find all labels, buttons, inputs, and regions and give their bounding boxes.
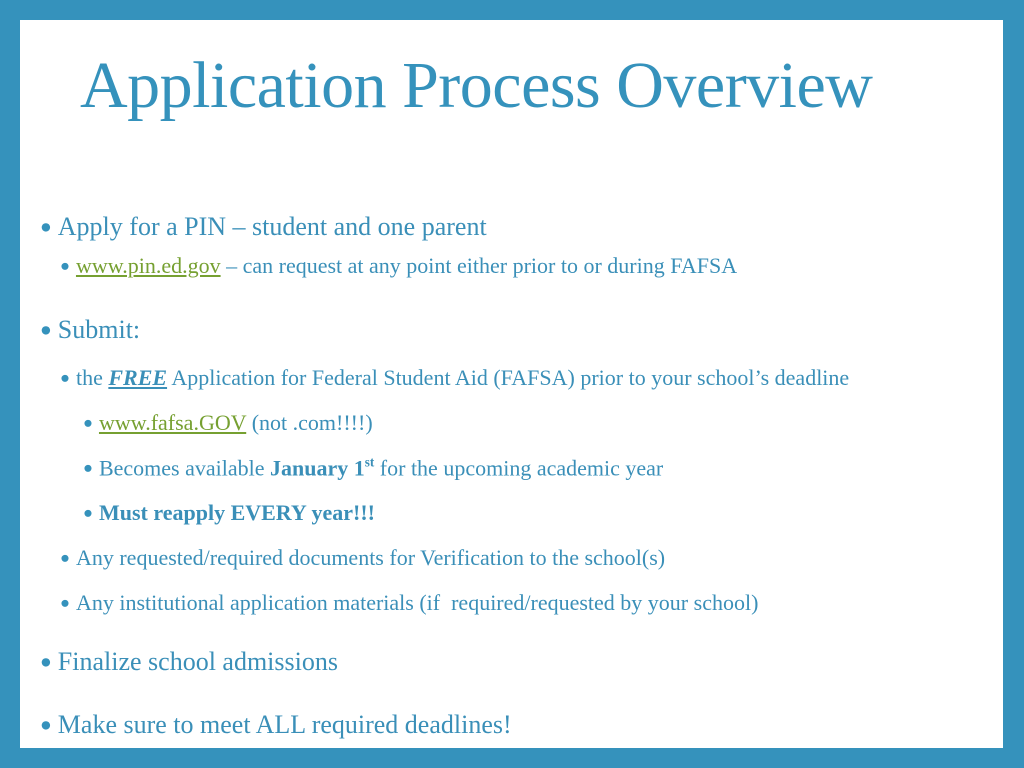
bullet-icon: ● xyxy=(40,320,52,341)
pin-link[interactable]: www.pin.ed.gov xyxy=(75,253,221,278)
bullet-text: Must reapply EVERY year!!! xyxy=(98,500,375,525)
bullet-fafsa-link xyxy=(83,410,373,436)
slide xyxy=(20,20,1003,748)
bullet-icon: ● xyxy=(83,458,93,478)
bullet-pin-link xyxy=(60,253,737,279)
bullet-icon: ● xyxy=(60,368,70,387)
bullet-submit xyxy=(40,315,140,345)
bullet-icon: ● xyxy=(40,652,52,673)
free-emphasis: FREE xyxy=(108,365,168,390)
bullet-text: Apply for a PIN – student and one parent xyxy=(57,212,487,241)
bullet-icon: ● xyxy=(83,503,93,522)
bullet-fafsa xyxy=(60,365,849,391)
bullet-text: the xyxy=(75,365,109,390)
slide-title: Application Process Overview xyxy=(80,49,873,122)
bullet-deadlines xyxy=(40,710,512,740)
bullet-text: Any requested/required documents for Verification to the school(s) xyxy=(75,545,666,570)
bullet-text: Make sure to meet ALL required deadlines! xyxy=(57,710,512,739)
bullet-docs xyxy=(60,545,665,571)
bullet-text: for the upcoming academic year xyxy=(374,455,664,481)
bullet-icon: ● xyxy=(40,715,52,736)
bullet-pin xyxy=(40,212,487,242)
bullet-icon: ● xyxy=(60,548,70,567)
bullet-icon: ● xyxy=(60,256,70,275)
bullet-text: Application for Federal Student Aid (FAFSA) prior to your school’s deadline xyxy=(167,365,850,390)
bullet-reapply xyxy=(83,500,375,526)
bullet-finalize xyxy=(40,647,338,677)
bullet-icon: ● xyxy=(40,217,52,238)
bullet-text: – can request at any point either prior to or during FAFSA xyxy=(220,253,738,278)
date-suffix: st xyxy=(364,455,375,470)
bullet-available xyxy=(83,455,663,481)
bullet-text: Submit: xyxy=(57,315,141,344)
bullet-materials xyxy=(60,590,758,616)
bullet-icon: ● xyxy=(60,593,70,612)
bullet-text: (not .com!!!!) xyxy=(246,410,373,435)
fafsa-link[interactable]: www.fafsa.GOV xyxy=(98,410,247,435)
bullet-text: Any institutional application materials (if required/requested by your school) xyxy=(75,590,759,615)
bullet-text: Becomes available xyxy=(98,455,271,481)
bullet-icon: ● xyxy=(83,413,93,432)
bullet-text: Finalize school admissions xyxy=(57,647,338,676)
date-emphasis: January 1 xyxy=(270,455,365,481)
